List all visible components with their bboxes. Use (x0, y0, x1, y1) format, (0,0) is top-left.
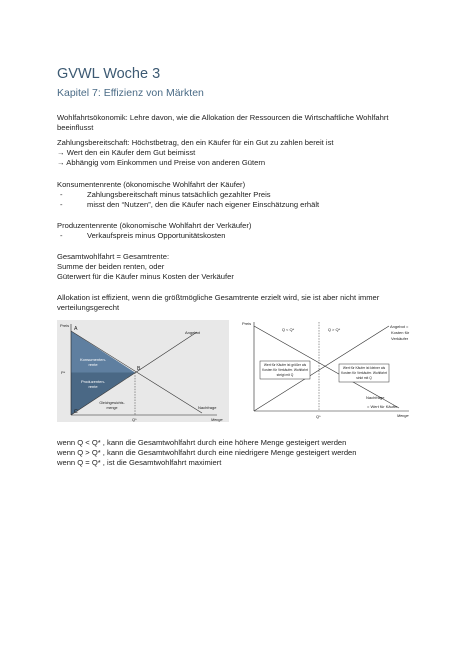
welfare-text-1: Wohlfahrtsökonomik: Lehre davon, wie die Allokation der Ressourcen die Wirtschaftliche Wohlfahrt (57, 113, 389, 122)
eq-label-line1: Gleichgewichts- (99, 401, 125, 405)
eq-label-line2: menge (106, 406, 118, 410)
left-info-line1: Wert für Käufer ist größer als (263, 363, 307, 367)
right-info-line1: Wert für Käufer ist kleiner als (342, 366, 386, 370)
cs-label-line2: rente (88, 362, 98, 367)
y-axis-label: Preis (242, 321, 252, 326)
right-info-line3: sinkt mit Q (356, 376, 372, 380)
pr-bullet-1-text: Verkaufspreis minus Opportunitätskosten (87, 231, 226, 240)
left-info-line3: steigt mit Q (276, 373, 294, 377)
gw-text-1: Gesamtwohlfahrt = Gesamtrente: (57, 252, 170, 261)
pr-bullet-1 (57, 231, 225, 241)
q-more-label: Q > Q* (327, 327, 341, 332)
efficiency-diagram (239, 318, 414, 424)
kr-bullet-2 (57, 200, 319, 210)
p-star-label: P* (61, 370, 66, 375)
bullet-dash: - (60, 190, 63, 199)
ps-label-line1: Produzenten- (80, 379, 106, 384)
q-rule-3: wenn Q = Q* , ist die Gesamtwohlfahrt maximiert (57, 458, 222, 467)
zb-text-1: Zahlungsbereitschaft: Höchstbetrag, den ein Käufer für ein Gut zu zahlen bereit ist (57, 138, 334, 147)
q-rule-2: wenn Q > Q* , kann die Gesamtwohlfahrt durch eine niedrigere Menge gesteigert werden (57, 448, 357, 457)
supply-label: Angebot (185, 330, 200, 335)
pr-heading: Produzentenrente (ökonomische Wohlfahrt der Verkäufer) (57, 221, 252, 230)
x-axis-label: Menge (397, 414, 409, 418)
surplus-diagram (57, 320, 229, 422)
supply-label-2: Kosten für (391, 330, 410, 335)
zb-text-3: → Abhängig vom Einkommen und Preise von anderen Gütern (57, 158, 266, 167)
point-b: B (137, 366, 141, 372)
q-less-label: Q < Q* (281, 327, 295, 332)
kr-heading: Konsumentenrente (ökonomische Wohlfahrt der Käufer) (57, 180, 246, 189)
alloc-text-2: verteilungsgerecht (57, 303, 120, 312)
q-star-label: Q* (132, 417, 137, 422)
gw-text-3: Güterwert für die Käufer minus Kosten der Verkäufer (57, 272, 234, 281)
bullet-dash: - (60, 231, 63, 240)
ps-label-line2: rente (88, 384, 98, 389)
demand-label: Nachfrage (198, 405, 217, 410)
cs-label-line1: Konsumenten- (79, 357, 107, 362)
point-a: A (74, 326, 78, 332)
welfare-text-2: beeinflusst (57, 123, 94, 132)
demand-label-1: Nachfrage (366, 395, 385, 400)
supply-label-3: Verkäufer (391, 336, 409, 341)
point-c: C (74, 409, 78, 415)
y-axis-label: Preis (60, 323, 70, 328)
page-title: GVWL Woche 3 (57, 66, 161, 82)
q-star-label: Q* (316, 414, 321, 419)
x-axis-label: Menge (211, 418, 223, 422)
supply-label-1: Angebot = (390, 324, 409, 329)
right-info-line2: Kosten für Verkäufer. Wohlfahrt (341, 371, 387, 375)
bullet-dash: - (60, 200, 63, 209)
kr-bullet-2-text: misst den “Nutzen”, den die Käufer nach eigener Einschätzung erhält (87, 200, 320, 209)
alloc-text-1: Allokation ist effizient, wenn die größtmögliche Gesamtrente erzielt wird, sie ist aber nicht immer (57, 293, 380, 302)
left-info-line2: Kosten für Verkäufer. Wohlfahrt (262, 368, 308, 372)
zb-text-2: → Wert den ein Käufer dem Gut beimisst (57, 148, 196, 157)
kr-bullet-1 (57, 190, 271, 200)
q-rule-1: wenn Q < Q* , kann die Gesamtwohlfahrt durch eine höhere Menge gesteigert werden (57, 438, 347, 447)
kr-bullet-1-text: Zahlungsbereitschaft minus tatsächlich gezahlter Preis (87, 190, 271, 199)
gw-text-2: Summe der beiden renten, oder (57, 262, 165, 271)
chapter-subtitle: Kapitel 7: Effizienz von Märkten (57, 87, 204, 99)
demand-label-2: = Wert für Käufer (367, 404, 398, 409)
